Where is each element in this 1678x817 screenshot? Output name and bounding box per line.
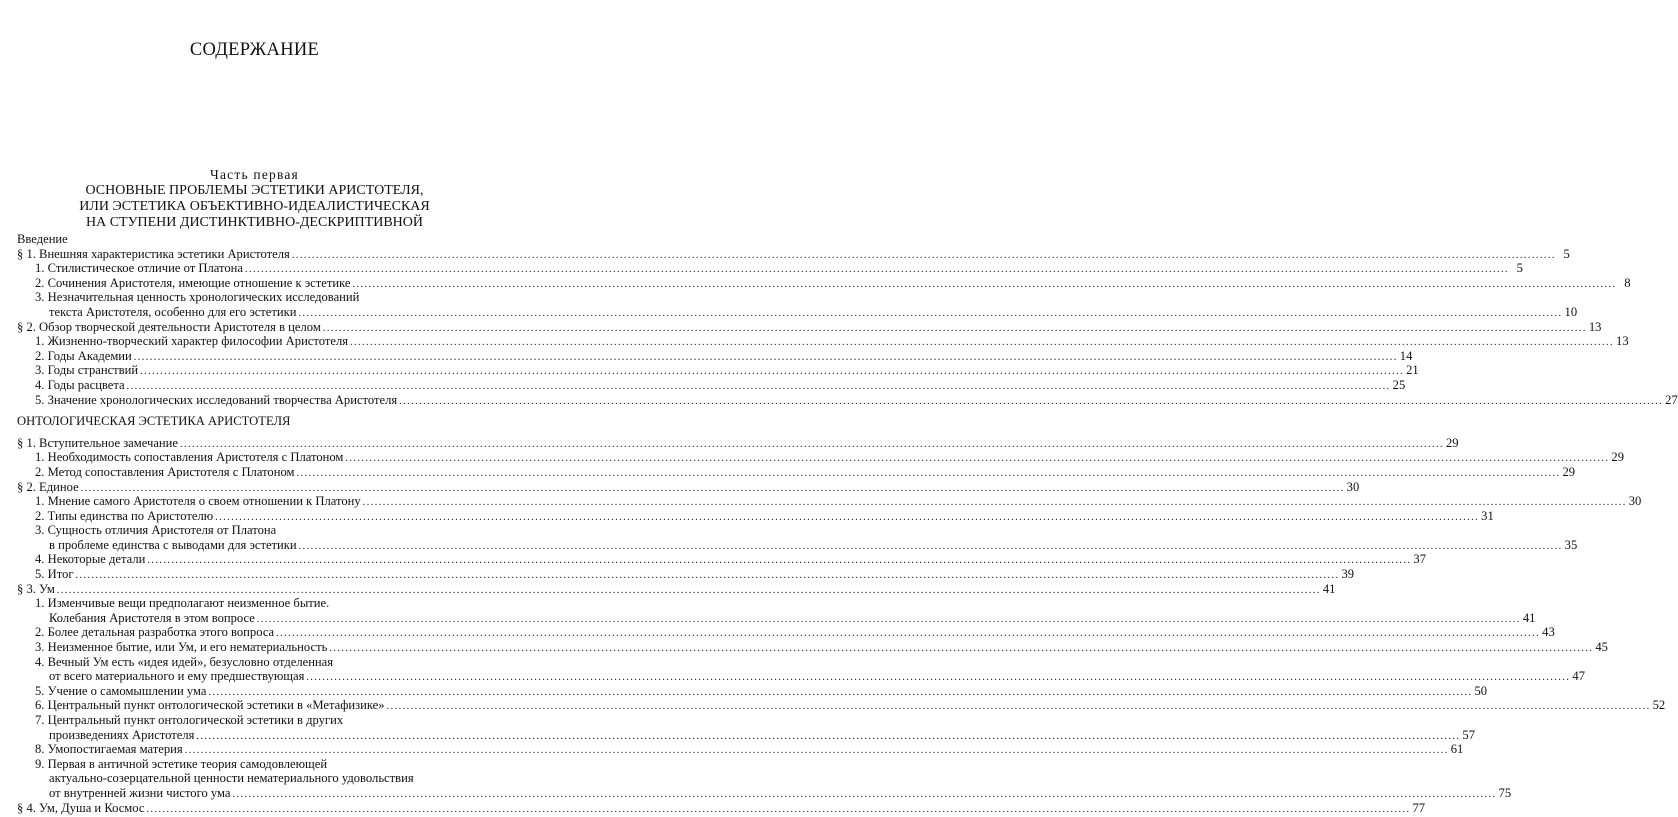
toc-entry-title: 2. Метод сопоставления Аристотеля с Платоном	[35, 464, 295, 479]
toc-entry-title: текста Аристотеля, особенно для его эстетики	[49, 304, 297, 319]
dot-leader	[397, 395, 1665, 410]
toc-entry-title: 3. Годы странствий	[35, 363, 139, 378]
part-title-line: ИЛИ ЭСТЕТИКА ОБЪЕКТИВНО-ИДЕАЛИСТИЧЕСКАЯ	[79, 199, 430, 214]
toc-entry[interactable]	[17, 334, 1629, 349]
dot-leader	[343, 452, 1611, 467]
dot-leader	[321, 322, 1589, 337]
toc-page-number: 29	[1446, 435, 1459, 450]
dot-leader	[351, 278, 1619, 293]
toc-entry-title: § 2. Обзор творческой деятельности Аристотеля в целом	[17, 319, 321, 334]
toc-page-number: 29	[1611, 450, 1624, 465]
toc-entry[interactable]	[17, 450, 1624, 465]
toc-page-number: 45	[1595, 640, 1608, 655]
toc-entry[interactable]	[17, 683, 1488, 699]
toc-entry[interactable]	[17, 785, 1512, 801]
dot-leader	[138, 365, 1406, 380]
part-label: Часть первая	[210, 167, 299, 182]
toc-entry[interactable]	[17, 377, 1406, 393]
part-title	[0, 183, 509, 231]
toc-entry[interactable]	[17, 640, 1608, 655]
dot-leader	[274, 627, 1542, 642]
toc-entry[interactable]	[17, 727, 1476, 743]
table-of-contents	[17, 232, 1678, 815]
toc-entry[interactable]	[17, 508, 1494, 524]
toc-entry[interactable]	[17, 363, 1419, 378]
toc-entry[interactable]	[17, 246, 1570, 262]
toc-entry[interactable]	[17, 610, 1536, 626]
toc-page-number: 8	[1624, 275, 1631, 290]
toc-entry-title: 4. Некоторые детали	[35, 552, 146, 567]
dot-leader	[206, 686, 1474, 701]
toc-entry-title: от всего материального и ему предшествующая	[49, 669, 305, 684]
dot-leader	[243, 263, 1511, 278]
dot-leader	[304, 671, 1572, 686]
dot-leader	[132, 351, 1400, 366]
toc-entry-title: 3. Незначительная ценность хронологических исследований	[35, 290, 360, 305]
toc-page-number: 5	[1563, 246, 1570, 261]
toc-entry-title: 6. Центральный пункт онтологической эстетики в «Метафизике»	[35, 698, 385, 713]
toc-entry[interactable]	[17, 304, 1578, 320]
section-heading-ontology: ОНТОЛОГИЧЕСКАЯ ЭСТЕТИКА АРИСТОТЕЛЯ	[17, 414, 291, 429]
toc-page-number: 5	[1516, 261, 1523, 276]
toc-entry-title: 4. Вечный Ум есть «идея идей», безусловно отделенная	[35, 654, 334, 669]
spacer	[17, 429, 491, 436]
toc-entry-title: § 2. Единое	[17, 479, 79, 494]
toc-page-number: 27	[1665, 392, 1678, 407]
toc-page-number: 41	[1522, 610, 1536, 625]
toc-entry[interactable]	[17, 800, 1426, 816]
toc-page-number: 31	[1481, 508, 1494, 523]
page-title: СОДЕРЖАНИЕ	[189, 40, 320, 60]
dot-leader	[178, 438, 1446, 453]
toc-entry-title: 2. Более детальная разработка этого вопроса	[35, 625, 275, 640]
toc-page-number: 13	[1616, 334, 1629, 349]
toc-page-number: 39	[1341, 567, 1355, 582]
toc-page-number: 37	[1413, 552, 1426, 567]
toc-entry[interactable]	[17, 479, 1360, 495]
dot-leader	[385, 700, 1653, 715]
toc-entry-title: 1. Стилистическое отличие от Платона	[35, 261, 243, 276]
toc-entry[interactable]	[17, 435, 1459, 451]
dot-leader	[297, 307, 1565, 322]
toc-entry[interactable]	[17, 552, 1426, 567]
toc-entry-title: 5. Итог	[35, 567, 74, 582]
toc-entry[interactable]	[17, 625, 1555, 640]
toc-page-number: 52	[1652, 698, 1666, 713]
toc-entry-title: 9. Первая в античной эстетике теория самодовлеющей	[35, 756, 328, 771]
dot-leader	[361, 496, 1629, 511]
toc-page-number: 35	[1564, 537, 1578, 552]
toc-entry-title: 2. Типы единства по Аристотелю	[35, 508, 214, 523]
toc-entry[interactable]	[17, 348, 1413, 364]
toc-page-number: 41	[1322, 581, 1336, 596]
toc-entry[interactable]	[17, 319, 1602, 335]
toc-entry-title: 1. Необходимость сопоставления Аристотеля с Платоном	[35, 450, 344, 465]
dot-leader	[74, 569, 1342, 584]
toc-entry-title: 5. Учение о самомышлении ума	[35, 683, 207, 698]
dot-leader	[327, 642, 1595, 657]
toc-page-number: 29	[1562, 464, 1576, 479]
toc-entry-title: в проблеме единства с выводами для эстетики	[49, 537, 297, 552]
toc-entry[interactable]	[17, 392, 1678, 408]
toc-page-number: 13	[1588, 319, 1602, 334]
toc-page-number: 10	[1564, 304, 1578, 319]
toc-page-number: 30	[1628, 494, 1642, 509]
dot-leader	[144, 803, 1412, 817]
toc-page-number: 43	[1542, 625, 1555, 640]
toc-entry-title: § 4. Ум, Душа и Космос	[17, 800, 145, 815]
toc-entry-title: 3. Неизменное бытие, или Ум, и его нематериальность	[35, 640, 328, 655]
toc-entry-title: Колебания Аристотеля в этом вопросе	[49, 610, 255, 625]
toc-page-number: 21	[1406, 363, 1419, 378]
toc-entry-title: 2. Сочинения Аристотеля, имеющие отношение к эстетике	[35, 275, 351, 290]
toc-page-number: 57	[1462, 727, 1476, 742]
part-title-line: ОСНОВНЫЕ ПРОБЛЕМЫ ЭСТЕТИКИ АРИСТОТЕЛЯ,	[85, 183, 424, 198]
toc-entry-title: 8. Умопостигаемая материя	[35, 742, 183, 757]
toc-entry[interactable]	[17, 537, 1578, 553]
toc-entry-title: 3. Сущность отличия Аристотеля от Платона	[35, 523, 277, 538]
toc-entry-title: § 1. Внешняя характеристика эстетики Аристотеля	[17, 246, 290, 261]
toc-page-number: 77	[1412, 800, 1426, 815]
dot-leader	[297, 540, 1565, 555]
toc-entry-title: 1. Мнение самого Аристотеля о своем отношении к Платону	[35, 494, 361, 509]
toc-page-number: 14	[1399, 348, 1413, 363]
toc-entry[interactable]	[17, 698, 1666, 713]
toc-page-number: 30	[1346, 479, 1360, 494]
toc-page-number: 61	[1450, 742, 1464, 757]
toc-entry-title: 1. Жизненно-творческий характер философии Аристотеля	[35, 334, 349, 349]
toc-entry[interactable]	[17, 581, 1336, 597]
toc-page-number: 75	[1498, 785, 1512, 800]
toc-entry-title: 2. Годы Академии	[35, 348, 132, 363]
dot-leader	[255, 613, 1523, 628]
toc-page-number: 25	[1392, 377, 1406, 392]
dot-leader	[348, 336, 1616, 351]
toc-page-number: 47	[1572, 669, 1585, 684]
toc-entry[interactable]	[17, 275, 1631, 291]
dot-leader	[294, 467, 1562, 482]
part-title-line: НА СТУПЕНИ ДИСТИНКТИВНО-ДЕСКРИПТИВНОЙ	[85, 215, 423, 230]
toc-entry-title: от внутренней жизни чистого ума	[49, 785, 231, 800]
toc-entry[interactable]	[17, 742, 1464, 757]
toc-entry-title: актуально-созерцательной ценности нематериального удовольствия	[49, 771, 414, 786]
dot-leader	[231, 788, 1499, 803]
section-heading-intro: Введение	[17, 232, 68, 246]
dot-leader	[145, 554, 1413, 569]
toc-entry[interactable]	[17, 261, 1523, 276]
toc-entry-title: § 1. Вступительное замечание	[17, 435, 178, 450]
dot-leader	[194, 730, 1462, 745]
toc-entry-title: произведениях Аристотеля	[49, 727, 195, 742]
toc-entry[interactable]	[17, 494, 1642, 509]
toc-entry-title: 7. Центральный пункт онтологической эстетики в других	[35, 713, 344, 727]
toc-entry-title: 4. Годы расцвета	[35, 377, 125, 392]
toc-entry[interactable]	[17, 464, 1576, 480]
toc-page-number: 50	[1474, 683, 1488, 698]
toc-entry-title: § 3. Ум	[17, 581, 55, 596]
toc-entry-title: 1. Изменчивые вещи предполагают неизменное бытие.	[35, 596, 330, 611]
dot-leader	[290, 249, 1558, 264]
toc-entry[interactable]	[17, 669, 1585, 684]
toc-entry[interactable]	[17, 567, 1355, 582]
toc-entry-title: 5. Значение хронологических исследований творчества Аристотеля	[35, 392, 398, 407]
